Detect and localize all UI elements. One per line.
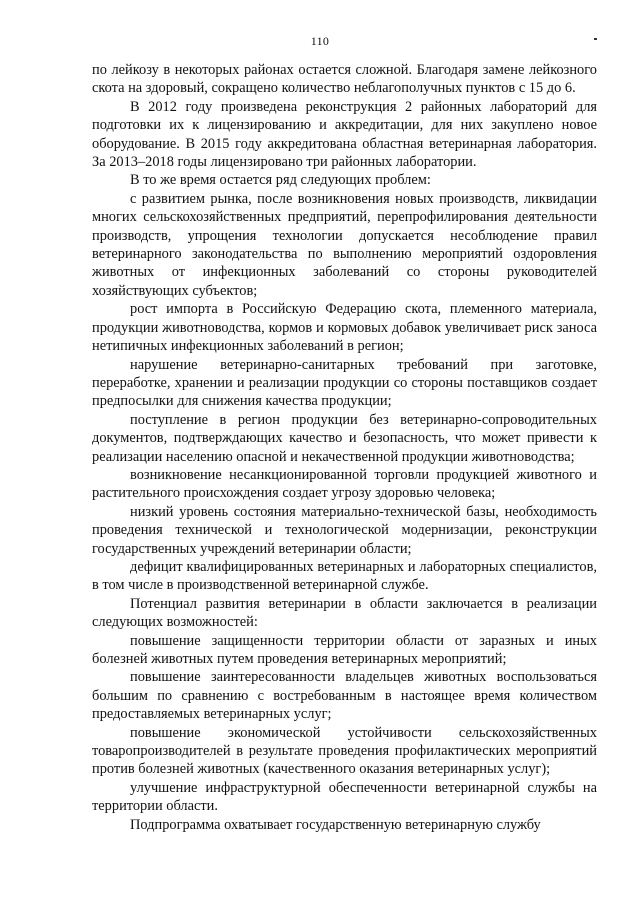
paragraph: Подпрограмма охватывает государственную ветеринарную службу (130, 816, 541, 833)
paragraph: Потенциал развития ветеринарии в области заключается в реализации следующих возможностей: (92, 595, 597, 631)
list-item: низкий уровень состояния материально-технической базы, необходимость проведения технической и технологической модернизации, реконструкции государственных учреждений ветеринарии области; (92, 503, 597, 557)
paragraph: В 2012 году произведена реконструкция 2 районных лабораторий для подготовки их к лицензированию и аккредитации, для них закуплено новое оборудование. В 2015 году аккредитована областная ветеринарная лаборатория. За 2013–2018 годы лицензировано три районных лаборатории. (92, 98, 597, 171)
list-item: повышение экономической устойчивости сельскохозяйственных товаропроизводителей в результате проведения профилактических мероприятий против болезней животных (качественного оказания ветеринарных услуг); (92, 724, 597, 778)
list-item: повышение защищенности территории области от заразных и иных болезней животных путем проведения ветеринарных мероприятий; (92, 632, 597, 667)
paragraph: по лейкозу в некоторых районах остается сложной. Благодаря замене лейкозного скота на здоровый, сокращено количество неблагополучных пунктов с 15 до 6. (92, 62, 597, 97)
page-number: 110 (310, 34, 330, 48)
body-text (92, 61, 597, 834)
list-item: дефицит квалифицированных ветеринарных и лабораторных специалистов, в том числе в производственной ветеринарной службе. (92, 558, 597, 594)
list-item: рост импорта в Российскую Федерацию скота, племенного материала, продукции животноводства, кормов и кормовых добавок увеличивает риск заноса нетипичных инфекционных заболеваний в регион; (92, 301, 597, 355)
paragraph: В то же время остается ряд следующих проблем: (130, 172, 431, 189)
list-item: улучшение инфраструктурной обеспеченности ветеринарной службы на территории области. (92, 779, 597, 815)
list-item: нарушение ветеринарно-санитарных требований при заготовке, переработке, хранении и реализации продукции со стороны поставщиков создает предпосылки для снижения качества продукции; (92, 356, 597, 410)
list-item: повышение заинтересованности владельцев животных воспользоваться большим по сравнению с востребованным в настоящее время количеством предоставляемых ветеринарных услуг; (92, 669, 597, 723)
scan-mark (594, 38, 597, 40)
list-item: поступление в регион продукции без ветеринарно-сопроводительных документов, подтверждающих качество и безопасность, что может привести к реализации населению опасной и некачественной продукции животноводства; (92, 411, 597, 465)
list-item: возникновение несанкционированной торговли продукцией животного и растительного происхождения создает угрозу здоровью человека; (92, 466, 597, 502)
list-item: с развитием рынка, после возникновения новых производств, ликвидации многих сельскохозяйственных предприятий, перепрофилирования деятельности производств, упрощения технологии допускается несоблюдение правил ветеринарного законодательства по выполнению мероприятий оздоровления животных от инфекционных заболеваний со стороны руководителей хозяйствующих субъектов; (92, 190, 597, 299)
